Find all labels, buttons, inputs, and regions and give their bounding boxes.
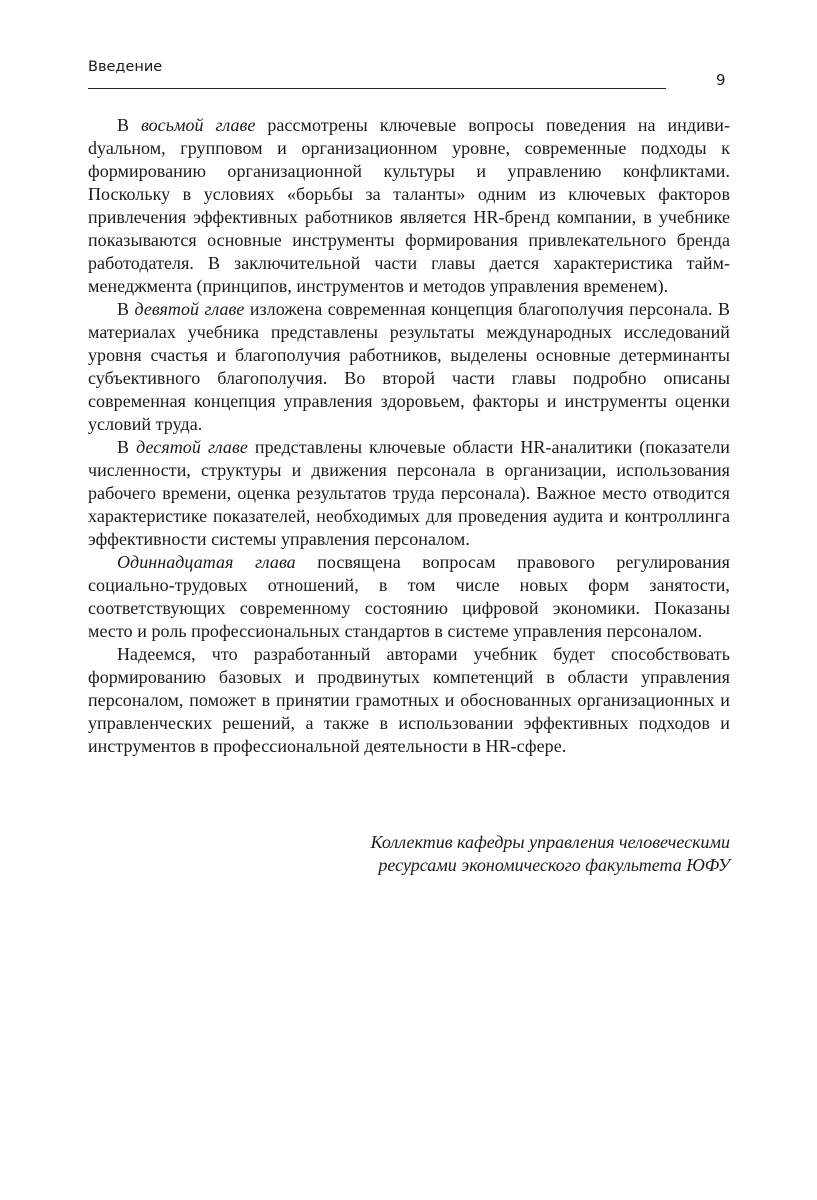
paragraph-conclusion [88, 643, 730, 758]
running-header [88, 58, 666, 89]
paragraph-text: представлены ключевые области HR-аналитики (показатели численности, структуры и движения персонала в организации, использования рабочего времени, оценка результатов труда персонала). Важное место отводится характеристике показателей, необходимых для проведения аудита и контроллинга эффективности системы управления персоналом. [88, 437, 730, 549]
paragraph-lead: В [117, 437, 137, 457]
paragraph-chapter-11 [88, 551, 730, 643]
chapter-reference: десятой главе [136, 437, 248, 457]
chapter-reference: восьмой главе [140, 115, 256, 135]
paragraph-chapter-8 [88, 114, 730, 298]
page-number: 9 [716, 71, 726, 89]
paragraph-text: посвящена вопросам правового регулирования социально-трудовых отношений, в том числе новых форм занятости, соответствующих современному состоянию цифровой экономики. Показаны место и роль профессиональных стандартов в системе управления персоналом. [88, 552, 730, 641]
paragraph-chapter-9 [88, 298, 730, 436]
paragraph-chapter-10 [88, 436, 730, 551]
signature-line-2: ресурсами экономического факультета ЮФУ [378, 855, 730, 875]
chapter-reference: девятой главе [134, 299, 245, 319]
paragraph-lead: В [117, 115, 141, 135]
body-text [88, 114, 730, 758]
paragraph-lead: В [117, 299, 135, 319]
authors-signature [88, 831, 730, 877]
paragraph-text: изложена современная концепция благополучия персонала. В материалах учебника представлены результаты международных исследований уровня счастья и благополучия работников, выделены основные детерминанты субъективного благополучия. Во второй части главы подробно описаны современная концепция управления здоровьем, факторы и инструменты оценки условий труда. [88, 299, 730, 434]
running-header-title: Введение [88, 59, 163, 75]
chapter-reference: Одиннадцатая глава [117, 552, 296, 572]
paragraph-text: рассмотрены ключевые вопросы поведения на индивиdуальном, групповом и организационном уровне, современные подходы к формированию организационной культуры и управлению конфликтами. Поскольку в условиях «борьбы за таланты» одним из ключевых факторов привлечения эффективных работников является HR-бренд компании, в учебнике показываются основные инструменты формирования привлекательного бренда работодателя. В заключительной части главы дается характеристика тайм-менеджмента (принципов, инструментов и методов управления временем). [88, 115, 730, 296]
signature-line-1: Коллектив кафедры управления человеческими [370, 832, 730, 852]
paragraph-text: Надеемся, что разработанный авторами учебник будет способствовать формированию базовых и продвинутых компетенций в области управления персоналом, поможет в принятии грамотных и обоснованных организационных и управленческих решений, а также в использовании эффективных подходов и инструментов в профессиональной деятельности в HR-сфере. [88, 644, 730, 756]
